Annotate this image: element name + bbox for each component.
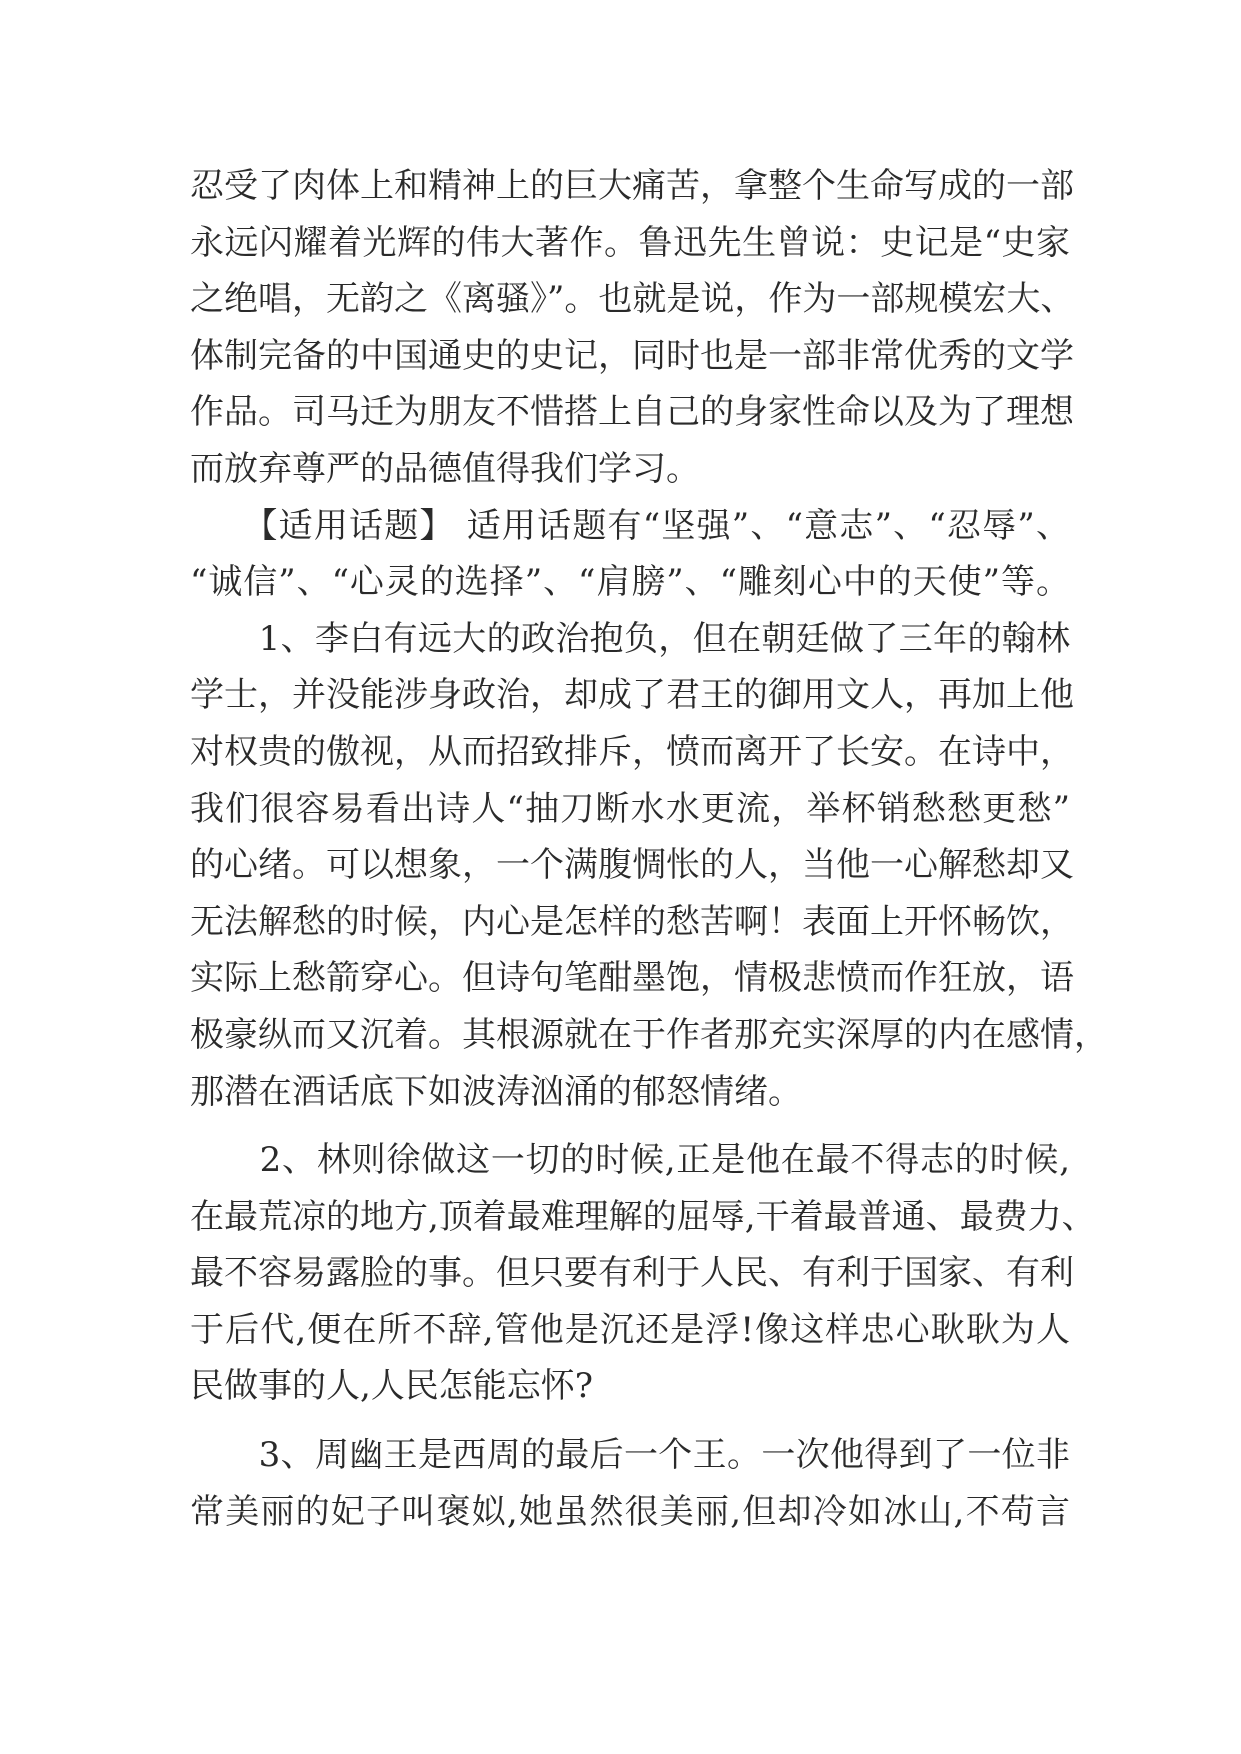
text-line: 体制完备的中国通史的史记，同时也是一部非常优秀的文学 (190, 335, 1074, 376)
text-line: 极豪纵而又沉着。其根源就在于作者那充实深厚的内在感情， (190, 1014, 1108, 1055)
text-line: 常美丽的妃子叫褒姒,她虽然很美丽,但却冷如冰山,不苟言 (190, 1491, 1070, 1532)
text-line: 1、李白有远大的政治抱负，但在朝廷做了三年的翰林 (190, 618, 1070, 659)
paragraph-example-3-zhouyouwang (190, 1427, 1070, 1540)
text-line: 2、林则徐做这一切的时候,正是他在最不得志的时候, (190, 1140, 1070, 1181)
text-line: 最不容易露脸的事。但只要有利于人民、有利于国家、有利 (190, 1253, 1074, 1294)
text-line: 作品。司马迁为朋友不惜搭上自己的身家性命以及为了理想 (190, 392, 1074, 433)
text-line: 对权贵的傲视，从而招致排斥，愤而离开了长安。在诗中， (190, 731, 1074, 772)
text-line: 无法解愁的时候，内心是怎样的愁苦啊！表面上开怀畅饮， (190, 901, 1074, 942)
text-line: 学士，并没能涉身政治，却成了君王的御用文人，再加上他 (190, 675, 1074, 716)
text-line: “诚信”、“心灵的选择”、“肩膀”、“雕刻心中的天使”等。 (190, 562, 1070, 603)
text-line: 忍受了肉体上和精神上的巨大痛苦，拿整个生命写成的一部 (190, 166, 1074, 206)
document-body (190, 158, 1108, 1540)
paragraph-example-2-linzexu (190, 1132, 1096, 1415)
paragraph-example-1-libai (190, 611, 1108, 1120)
text-line: 的心绪。可以想象，一个满腹惆怅的人，当他一心解愁却又 (190, 845, 1074, 886)
text-line: 那潜在酒话底下如波涛汹涌的郁怒情绪。 (190, 1071, 802, 1112)
text-line: 永远闪耀着光辉的伟大著作。鲁迅先生曾说：史记是“史家 (190, 222, 1070, 263)
text-line: 民做事的人,人民怎能忘怀? (190, 1366, 594, 1407)
text-line: 实际上愁箭穿心。但诗句笔酣墨饱，情极悲愤而作狂放，语 (190, 958, 1074, 999)
text-line: 【适用话题】 适用话题有“坚强”、“意志”、“忍辱”、 (190, 505, 1070, 546)
text-line: 而放弃尊严的品德值得我们学习。 (190, 448, 700, 489)
text-line: 我们很容易看出诗人“抽刀断水水更流，举杯销愁愁更愁” (190, 788, 1070, 829)
text-line: 之绝唱，无韵之《离骚》”。也就是说，作为一部规模宏大、 (190, 279, 1075, 320)
paragraph-spacer (190, 1120, 1070, 1132)
paragraph-shiji-conclusion (190, 158, 1075, 498)
text-line: 在最荒凉的地方,顶着最难理解的屈辱,干着最普通、最费力、 (190, 1196, 1096, 1237)
text-line: 3、周幽王是西周的最后一个王。一次他得到了一位非 (190, 1435, 1070, 1476)
paragraph-spacer (190, 1415, 1070, 1427)
text-line: 于后代,便在所不辞,管他是沉还是浮!像这样忠心耿耿为人 (190, 1309, 1070, 1350)
paragraph-applicable-topics (190, 498, 1070, 611)
